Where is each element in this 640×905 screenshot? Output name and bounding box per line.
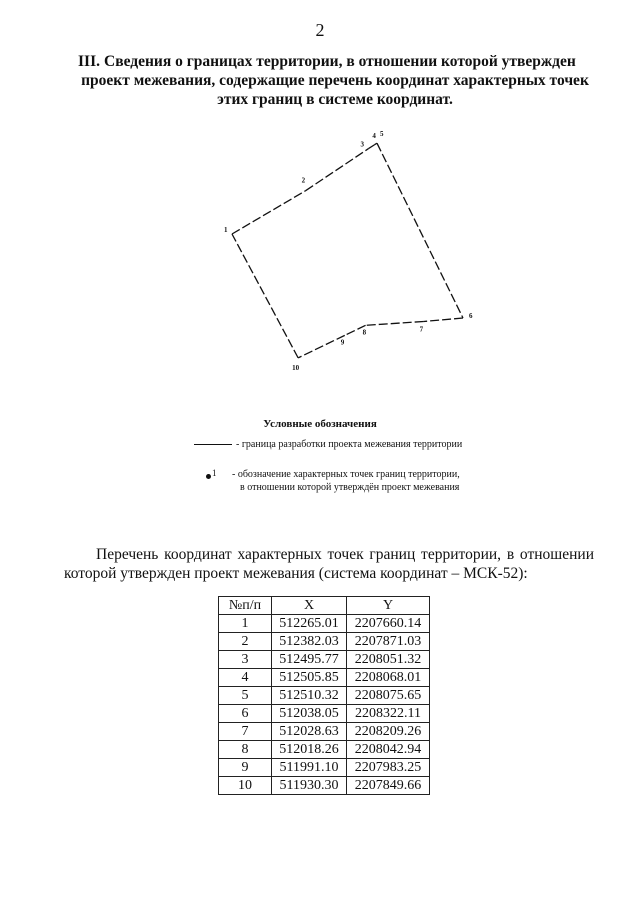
boundary-segment: [377, 143, 463, 318]
boundary-scheme: [0, 0, 640, 400]
heading-line-1: Сведения о границах территории, в отношении которой утвержден: [104, 53, 576, 70]
cell-y: 2208042.94: [347, 741, 430, 759]
cell-x: 512265.01: [272, 615, 347, 633]
boundary-segment: [424, 318, 463, 321]
legend-boundary-line-sample: [194, 444, 232, 445]
table-row: [219, 741, 430, 759]
heading-number: III.: [78, 53, 100, 70]
scheme-point-label: 4: [372, 131, 376, 140]
cell-number: 6: [219, 705, 272, 723]
scheme-point-label: 2: [301, 176, 306, 185]
cell-y: 2207871.03: [347, 633, 430, 651]
cell-number: 9: [219, 759, 272, 777]
cell-y: 2208051.32: [347, 651, 430, 669]
legend-boundary-line-text: - граница разработки проекта межевания территории: [236, 439, 463, 450]
table-row: [219, 633, 430, 651]
column-header-y: Y: [347, 597, 430, 615]
table-row: [219, 687, 430, 705]
scheme-point-label: 3: [360, 140, 365, 149]
cell-number: 3: [219, 651, 272, 669]
cell-number: 1: [219, 615, 272, 633]
cell-y: 2208322.11: [347, 705, 430, 723]
boundary-segment: [369, 145, 375, 149]
legend-point-text-line-1: - обозначение характерных точек границ территории,: [232, 469, 460, 480]
legend-point-text-line-2: в отношении которой утверждён проект межевания: [240, 482, 460, 493]
boundary-segment: [306, 149, 369, 191]
table-row: [219, 723, 430, 741]
cell-y: 2207983.25: [347, 759, 430, 777]
cell-y: 2207849.66: [347, 777, 430, 795]
table-row: [219, 651, 430, 669]
boundary-segment: [298, 335, 345, 358]
scheme-point-label: 1: [224, 226, 228, 234]
heading-line-3: этих границ в системе координат.: [217, 91, 453, 108]
table-row: [219, 777, 430, 795]
cell-number: 10: [219, 777, 272, 795]
table-row: [219, 705, 430, 723]
scheme-point-label: 10: [292, 363, 300, 372]
legend-point-text: [232, 468, 522, 494]
heading-line-2: проект межевания, содержащие перечень координат характерных точек: [81, 72, 589, 89]
cell-number: 7: [219, 723, 272, 741]
cell-y: 2207660.14: [347, 615, 430, 633]
table-header-row: [219, 597, 430, 615]
column-header-x: X: [272, 597, 347, 615]
cell-number: 2: [219, 633, 272, 651]
cell-number: 5: [219, 687, 272, 705]
cell-x: 512028.63: [272, 723, 347, 741]
cell-number: 4: [219, 669, 272, 687]
legend-point-number: 1: [212, 468, 217, 478]
cell-x: 512038.05: [272, 705, 347, 723]
cell-x: 512495.77: [272, 651, 347, 669]
legend-title: Условные обозначения: [263, 418, 377, 430]
cell-x: 511991.10: [272, 759, 347, 777]
table-row: [219, 669, 430, 687]
cell-number: 8: [219, 741, 272, 759]
scheme-point-label: 8: [362, 328, 367, 337]
scheme-point-label: 5: [379, 130, 384, 139]
boundary-segment: [232, 191, 306, 234]
page-number: 2: [315, 20, 325, 40]
cell-x: 511930.30: [272, 777, 347, 795]
legend-point-marker: [206, 474, 211, 479]
cell-x: 512510.32: [272, 687, 347, 705]
column-header-number: №п/п: [219, 597, 272, 615]
cell-y: 2208068.01: [347, 669, 430, 687]
coordinates-intro-text: Перечень координат характерных точек границ территории, в отношении которой утвержден проект межевания (система координат – МСК-52):: [64, 546, 594, 582]
table-row: [219, 759, 430, 777]
table-row: [219, 615, 430, 633]
cell-x: 512018.26: [272, 741, 347, 759]
cell-x: 512505.85: [272, 669, 347, 687]
boundary-segment: [366, 321, 424, 325]
coordinates-table: [218, 596, 430, 795]
cell-y: 2208209.26: [347, 723, 430, 741]
scheme-point-label: 7: [419, 325, 424, 334]
boundary-segment: [232, 234, 298, 358]
scheme-point-label: 9: [340, 338, 345, 347]
cell-y: 2208075.65: [347, 687, 430, 705]
scheme-point-label: 6: [469, 312, 473, 320]
cell-x: 512382.03: [272, 633, 347, 651]
